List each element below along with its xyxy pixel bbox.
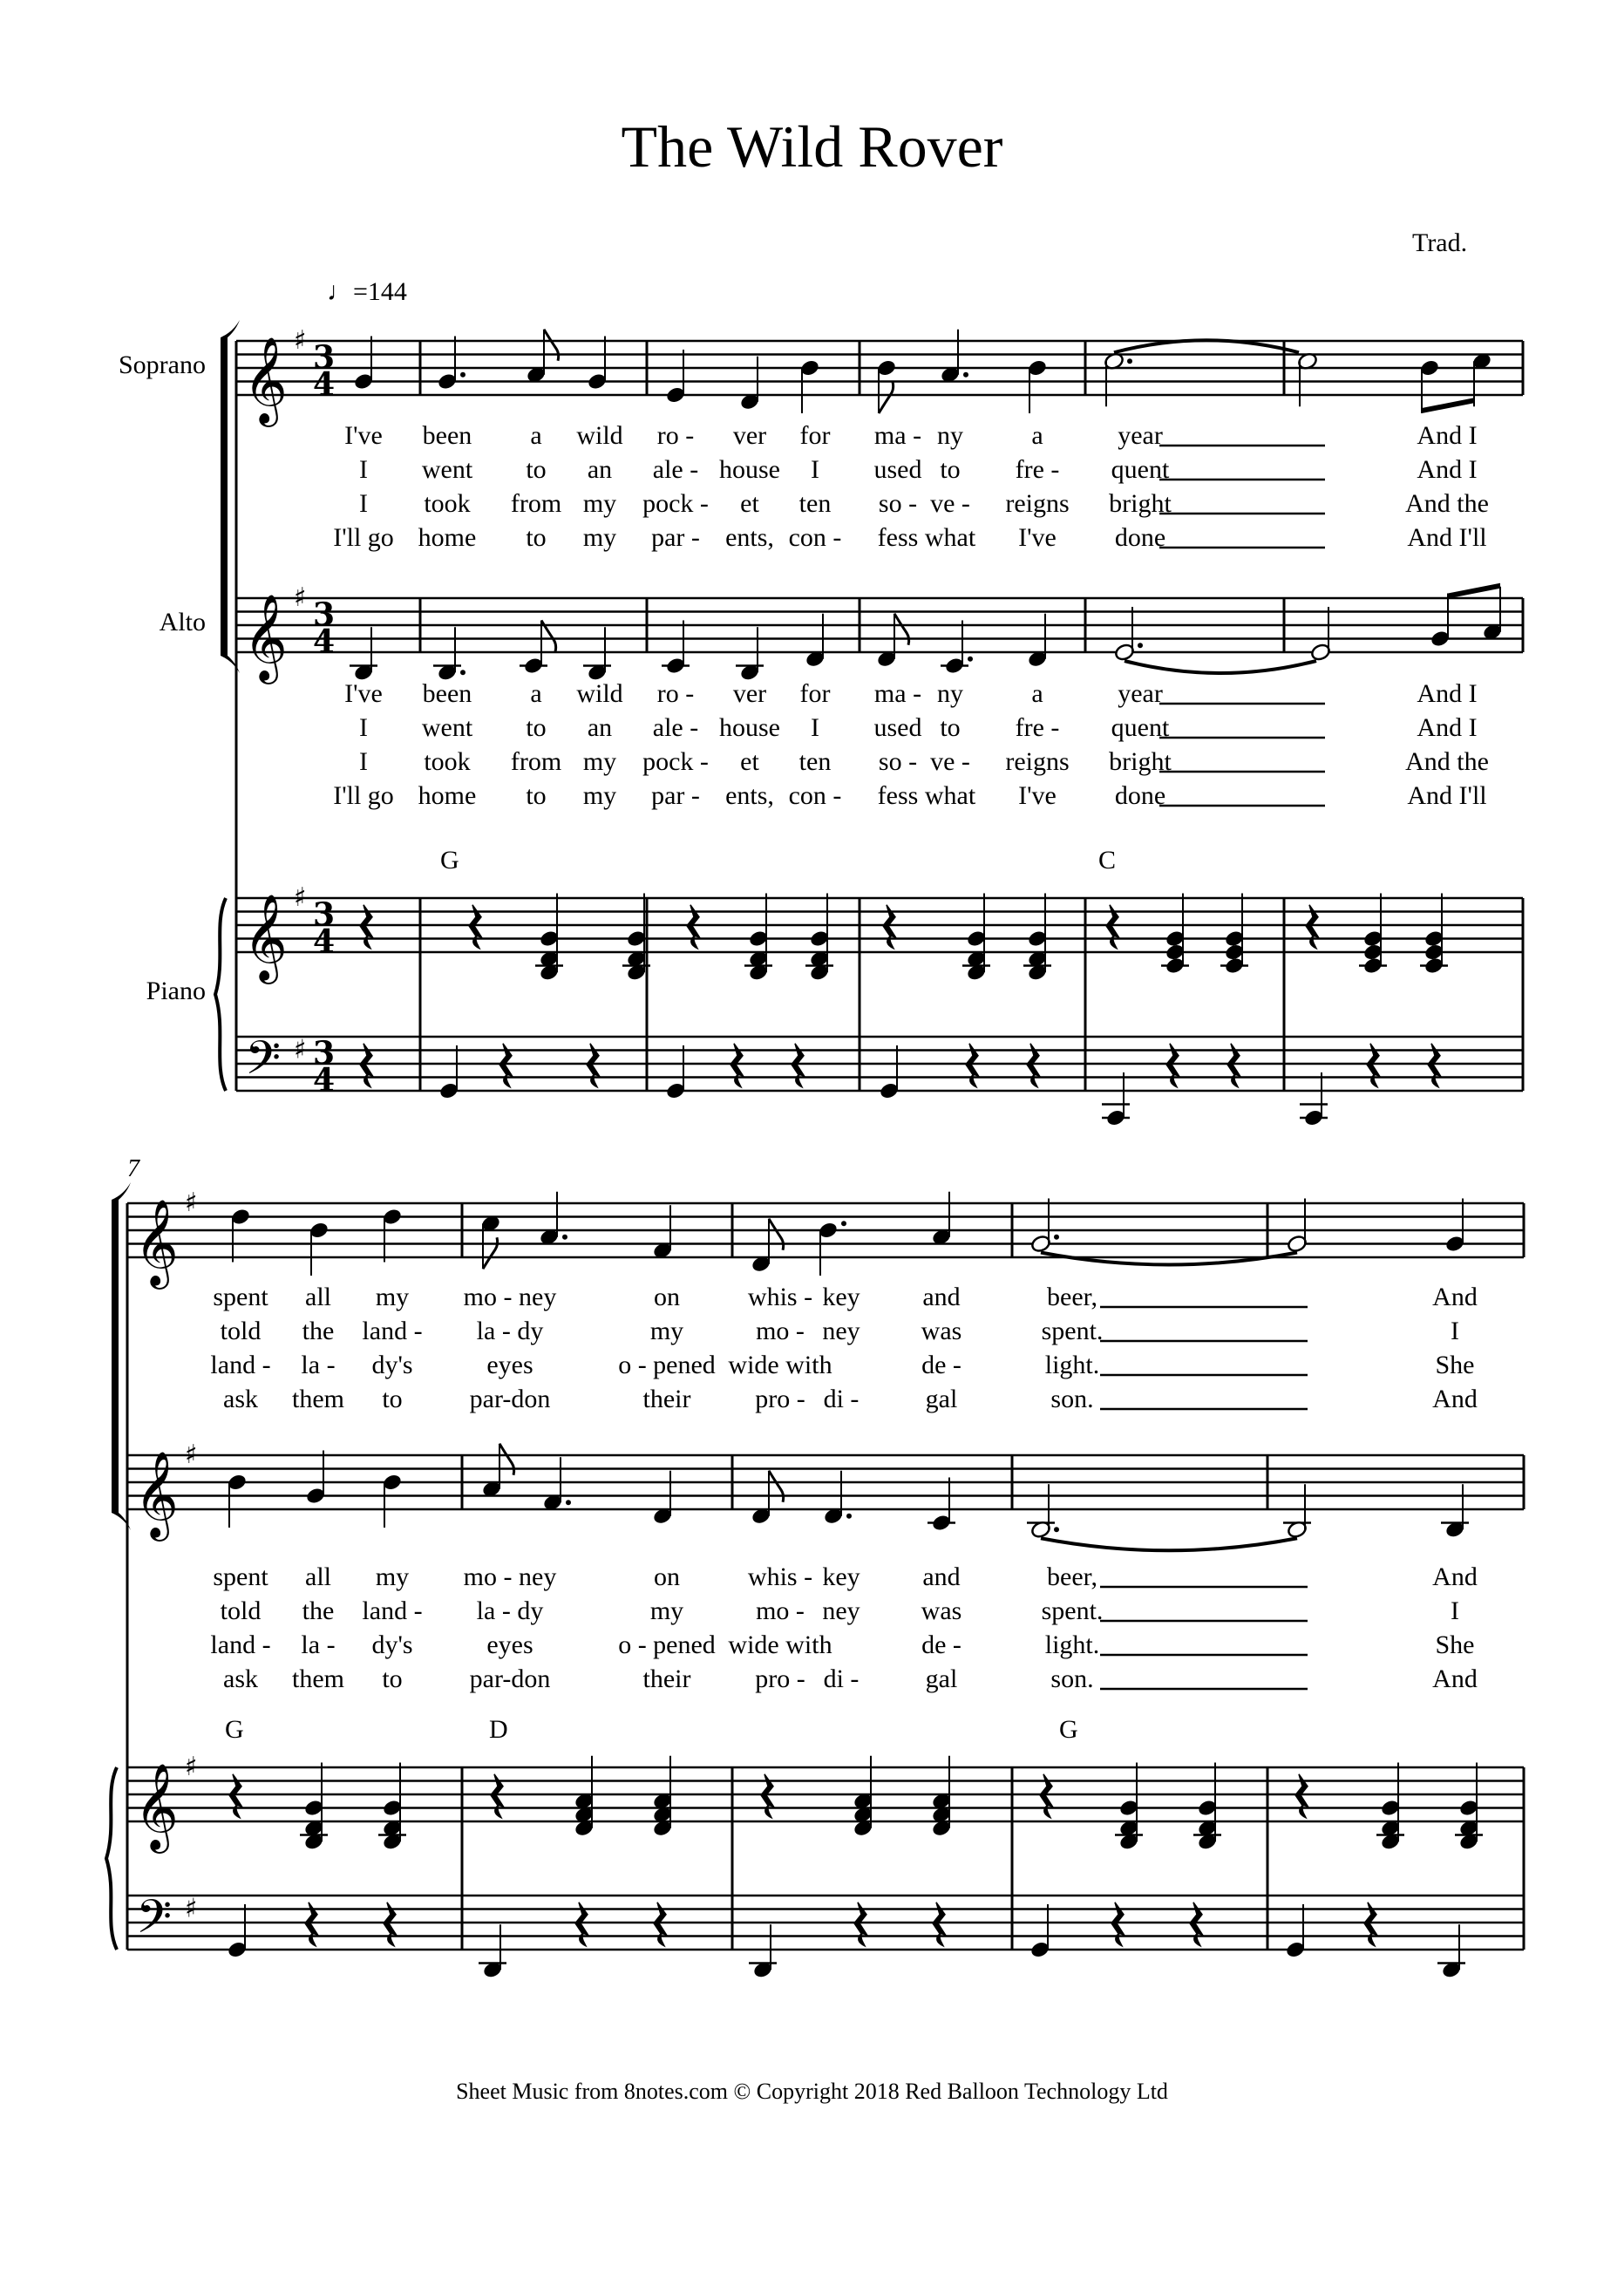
lyric-syllable: I've [1018,523,1057,552]
lyric-syllable: I'll go [333,523,394,552]
lyric-syllable: on [654,1562,680,1591]
lyric-syllable: a [530,679,542,708]
lyric-syllable: whis - [747,1283,813,1311]
lyric-syllable: my [582,781,617,810]
lyric-syllable: took [424,747,471,776]
lyric-syllable: ale - [652,455,699,484]
lyric-syllable: mo - ney [463,1562,557,1591]
lyric-syllable: used [873,455,922,484]
lyric-syllable: bright [1109,489,1172,518]
lyric-syllable: et [740,489,759,518]
lyric-syllable: year [1118,421,1163,450]
lyric-syllable: what [924,781,976,810]
lyric-syllable: land - [362,1317,423,1345]
lyric-syllable: di - [823,1385,860,1413]
lyric-syllable: whis - [747,1562,813,1591]
lyric-syllable: And I [1417,679,1478,708]
svg-text:♯: ♯ [294,582,307,613]
chord-symbol: G [440,846,459,875]
lyric-syllable: And I'll [1407,781,1487,810]
lyric-syllable: son. [1050,1385,1094,1413]
svg-text:♯: ♯ [185,1188,198,1218]
lyric-syllable: And [1432,1283,1478,1311]
lyric-syllable: them [292,1385,344,1413]
lyric-syllable: wild [576,421,623,450]
lyric-syllable: land - [210,1630,271,1659]
lyric-syllable: fre - [1015,455,1060,484]
lyric-syllable: my [649,1317,684,1345]
lyric-syllable: ny [937,679,963,708]
lyric-syllable: to [526,713,547,742]
lyric-syllable: was [921,1317,962,1345]
lyric-syllable: I [359,747,368,776]
lyric-syllable: home [418,523,477,552]
lyric-syllable: to [526,523,547,552]
svg-text:3: 3 [313,596,336,633]
lyric-syllable: went [421,455,473,484]
lyric-syllable: gal [925,1664,958,1693]
lyric-syllable: ver [732,679,767,708]
lyric-syllable: told [220,1596,262,1625]
lyric-syllable: land - [210,1351,271,1379]
lyric-syllable: a [1031,679,1043,708]
lyric-syllable: spent. [1041,1317,1104,1345]
lyric-syllable: ask [223,1664,258,1693]
part-label-soprano: Soprano [119,351,206,379]
lyric-syllable: for [799,679,831,708]
svg-text:♯: ♯ [185,1440,198,1470]
lyric-syllable: to [940,455,961,484]
lyric-syllable: an [587,713,613,742]
lyric-syllable: told [220,1317,262,1345]
lyric-syllable: done [1114,781,1166,810]
lyric-syllable: fre - [1015,713,1060,742]
lyric-syllable: spent [213,1562,268,1591]
lyric-syllable: key [822,1562,860,1591]
lyric-syllable: And the [1405,747,1489,776]
lyric-syllable: I've [344,679,383,708]
lyric-syllable: ma - [873,679,922,708]
lyric-syllable: de - [921,1630,961,1659]
lyric-syllable: pock - [642,747,709,776]
lyric-syllable: mo - ney [463,1283,557,1311]
lyric-syllable: bright [1109,747,1172,776]
lyric-syllable: an [587,455,613,484]
lyric-syllable: pro - [755,1664,805,1693]
copyright-footer: Sheet Music from 8notes.com © Copyright 2018 Red Balloon Technology Ltd [456,2079,1168,2104]
lyric-syllable: And I [1417,421,1478,450]
lyric-syllable: and [922,1562,961,1591]
lyric-syllable: been [422,679,472,708]
lyric-syllable: And [1432,1562,1478,1591]
lyric-syllable: di - [823,1664,860,1693]
measure-number: 7 [127,1155,139,1182]
lyric-syllable: eyes [486,1630,533,1659]
lyric-syllable: fess [877,523,919,552]
svg-text:3: 3 [313,1035,336,1072]
lyric-syllable: ask [223,1385,258,1413]
lyric-syllable: wide with [728,1351,832,1379]
lyric-syllable: fess [877,781,919,810]
lyric-syllable: de - [921,1351,961,1379]
svg-text:3: 3 [313,339,336,376]
svg-text:𝄢: 𝄢 [245,1031,282,1097]
lyric-syllable: And I [1417,455,1478,484]
lyric-syllable: son. [1050,1664,1094,1693]
lyric-syllable: la - dy [476,1596,544,1625]
lyric-syllable: I [359,455,368,484]
svg-text:𝄞: 𝄞 [243,337,288,424]
lyric-syllable: house [719,455,780,484]
lyric-syllable: con - [788,781,842,810]
lyric-syllable: ney [822,1317,860,1345]
lyric-syllable: o - pened [618,1351,716,1379]
lyric-syllable: She [1435,1630,1475,1659]
chord-symbol: G [1059,1715,1078,1744]
chord-symbol: D [489,1715,508,1744]
lyric-syllable: house [719,713,780,742]
lyric-syllable: ny [937,421,963,450]
lyric-syllable: pock - [642,489,709,518]
svg-text:4: 4 [313,923,336,960]
lyric-syllable: I [1451,1596,1459,1625]
chord-symbol: G [225,1715,244,1744]
lyric-syllable: I'll go [333,781,394,810]
composer-credit: Trad. [1412,228,1468,257]
lyric-syllable: She [1435,1351,1475,1379]
page-title: The Wild Rover [621,113,1003,180]
part-label-piano: Piano [146,977,206,1005]
svg-text:♯: ♯ [185,1752,198,1782]
svg-text:♯: ♯ [294,325,307,356]
lyric-syllable: dy's [371,1630,413,1659]
lyric-syllable: my [375,1283,410,1311]
svg-text:4: 4 [313,1062,336,1099]
lyric-syllable: And I'll [1407,523,1487,552]
lyric-syllable: land - [362,1596,423,1625]
lyric-syllable: et [740,747,759,776]
lyric-syllable: I [811,455,819,484]
lyric-syllable: eyes [486,1351,533,1379]
lyric-syllable: my [582,747,617,776]
lyric-syllable: par-don [469,1664,551,1693]
lyric-syllable: I [359,489,368,518]
lyric-syllable: And [1432,1385,1478,1413]
svg-text:𝄞: 𝄞 [134,1451,179,1538]
svg-text:♯: ♯ [185,1893,198,1924]
lyric-syllable: And [1432,1664,1478,1693]
lyric-syllable: to [526,455,547,484]
lyric-syllable: ro - [656,421,695,450]
lyric-syllable: light. [1044,1351,1100,1379]
svg-text:𝄞: 𝄞 [243,594,288,681]
lyric-syllable: ale - [652,713,699,742]
lyric-syllable: key [822,1283,860,1311]
lyric-syllable: beer, [1047,1283,1097,1311]
lyric-syllable: wide with [728,1630,832,1659]
lyric-syllable: to [940,713,961,742]
lyric-syllable: to [382,1385,403,1413]
lyric-syllable: ve - [930,747,970,776]
lyric-syllable: ver [732,421,767,450]
lyric-syllable: quent [1111,713,1170,742]
lyric-syllable: I [811,713,819,742]
system-2 [106,1182,1524,1979]
lyric-syllable: par - [651,523,700,552]
lyric-syllable: all [305,1562,331,1591]
svg-text:♯: ♯ [294,882,307,913]
svg-text:𝄢: 𝄢 [136,1890,173,1956]
lyric-syllable: ten [798,489,832,518]
lyric-syllable: ents, [725,781,774,810]
lyric-syllable: con - [788,523,842,552]
lyric-syllable: their [642,1664,691,1693]
lyric-syllable: la - [301,1351,336,1379]
lyric-syllable: so - [878,747,918,776]
lyric-syllable: to [382,1664,403,1693]
lyric-syllable: ma - [873,421,922,450]
lyric-syllable: took [424,489,471,518]
lyric-syllable: quent [1111,455,1170,484]
lyric-syllable: their [642,1385,691,1413]
lyric-syllable: from [510,489,562,518]
lyric-syllable: my [649,1596,684,1625]
svg-text:𝄞: 𝄞 [134,1199,179,1286]
lyric-syllable: year [1118,679,1163,708]
lyric-syllable: And the [1405,489,1489,518]
lyric-syllable: been [422,421,472,450]
lyric-syllable: a [530,421,542,450]
lyric-syllable: la - dy [476,1317,544,1345]
lyric-syllable: ro - [656,679,695,708]
svg-text:𝄞: 𝄞 [134,1763,179,1850]
lyric-syllable: dy's [371,1351,413,1379]
lyric-syllable: done [1114,523,1166,552]
lyric-syllable: spent. [1041,1596,1104,1625]
lyric-syllable: I [1451,1317,1459,1345]
lyric-syllable: I've [344,421,383,450]
lyric-syllable: And I [1417,713,1478,742]
lyric-syllable: and [922,1283,961,1311]
lyric-syllable: light. [1044,1630,1100,1659]
lyric-syllable: my [375,1562,410,1591]
lyric-syllable: spent [213,1283,268,1311]
lyric-syllable: home [418,781,477,810]
lyric-syllable: from [510,747,562,776]
lyric-syllable: on [654,1283,680,1311]
lyric-syllable: ten [798,747,832,776]
svg-text:♯: ♯ [294,1034,307,1065]
lyric-syllable: ents, [725,523,774,552]
chord-symbol: C [1098,846,1117,875]
lyric-syllable: for [799,421,831,450]
lyric-syllable: wild [576,679,623,708]
svg-text:𝄞: 𝄞 [243,894,288,981]
lyric-syllable: what [924,523,976,552]
lyric-syllable: I [359,713,368,742]
system-1 [215,320,1523,1127]
lyric-syllable: all [305,1283,331,1311]
lyric-syllable: a [1031,421,1043,450]
part-label-alto: Alto [159,608,206,636]
lyric-syllable: reigns [1005,489,1070,518]
lyric-syllable: par-don [469,1385,551,1413]
svg-text:4: 4 [313,366,336,403]
lyric-syllable: mo - [756,1317,805,1345]
lyric-syllable: was [921,1596,962,1625]
lyric-syllable: my [582,489,617,518]
lyric-syllable: la - [301,1630,336,1659]
lyric-syllable: them [292,1664,344,1693]
lyric-syllable: the [302,1317,335,1345]
lyric-syllable: so - [878,489,918,518]
lyric-syllable: ve - [930,489,970,518]
lyric-syllable: to [526,781,547,810]
tempo-marking: ♩=144 [327,277,407,306]
lyric-syllable: gal [925,1385,958,1413]
svg-text:4: 4 [313,623,336,660]
lyric-syllable: ney [822,1596,860,1625]
lyric-syllable: par - [651,781,700,810]
lyric-syllable: the [302,1596,335,1625]
lyric-syllable: o - pened [618,1630,716,1659]
lyric-syllable: mo - [756,1596,805,1625]
lyric-syllable: I've [1018,781,1057,810]
lyric-syllable: reigns [1005,747,1070,776]
svg-text:3: 3 [313,896,336,933]
lyric-syllable: went [421,713,473,742]
lyric-syllable: beer, [1047,1562,1097,1591]
lyric-syllable: used [873,713,922,742]
lyric-syllable: my [582,523,617,552]
lyric-syllable: pro - [755,1385,805,1413]
